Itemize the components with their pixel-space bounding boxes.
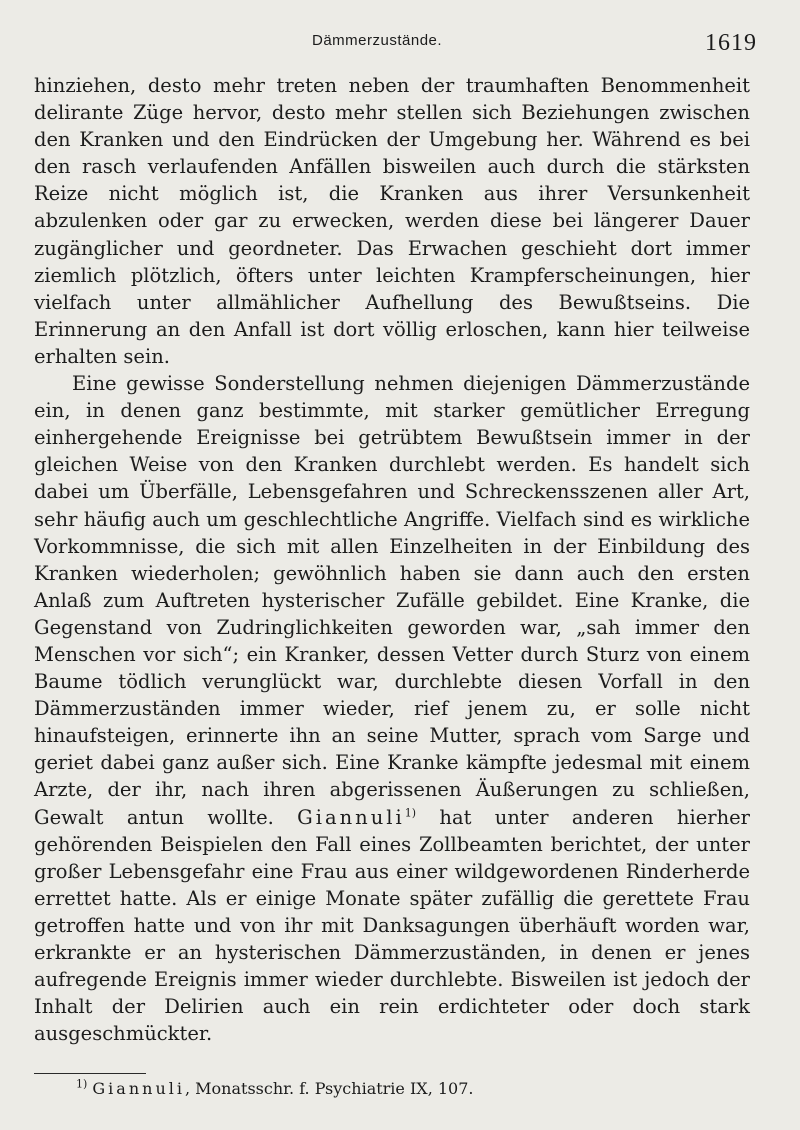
paragraph-2 [34, 370, 750, 1047]
footnote-citation: , Monatsschr. f. Psychiatrie IX, 107. [184, 1079, 474, 1098]
paragraph-1: hinziehen, desto mehr treten neben der traumhaften Benommenheit delirante Züge hervor, desto mehr stellen sich Beziehungen zwischen den Kranken und den Eindrücken der Umgebung her. Während es bei den rasch verlaufenden Anfällen bisweilen auch durch die stärksten Reize nicht möglich ist, die Kranken aus ihrer Versunkenheit abzulenken oder gar zu erwecken, werden diese bei längerer Dauer zugänglicher und geordneter. Das Erwachen geschieht dort immer ziemlich plötzlich, öfters unter leichten Krampferscheinungen, hier vielfach unter allmählicher Aufhellung des Bewußtseins. Die Erinnerung an den Anfall ist dort völlig erloschen, kann hier teilweise erhalten sein. [34, 74, 750, 368]
page-header [0, 32, 800, 56]
footnote-marker: 1) [404, 806, 417, 820]
footnote-author: Giannuli [92, 1079, 185, 1098]
footnote-number: 1) [76, 1077, 88, 1091]
page-number: 1619 [705, 30, 757, 56]
body-text [34, 72, 750, 1047]
paragraph-2-text-a: Eine gewisse Sonderstellung nehmen diejenigen Dämmerzustände ein, in denen ganz bestimmte, mit starker gemütlicher Erregung einhergehende Ereignisse bei getrübtem Bewußtsein immer in der gleichen Weise von den Kranken durchlebt werden. Es handelt sich dabei um Überfälle, Lebensgefahren und Schreckensszenen aller Art, sehr häufig auch um geschlechtliche Angriffe. Vielfach sind es wirkliche Vorkommnisse, die sich mit allen Einzelheiten in der Einbildung des Kranken wiederholen; gewöhnlich haben sie dann auch den ersten Anlaß zum Auftreten hysterischer Zufälle gebildet. Eine Kranke, die Gegenstand von Zudringlichkeiten geworden war, „sah immer den Menschen vor sich“; ein Kranker, dessen Vetter durch Sturz von einem Baume tödlich verunglückt war, durchlebte diesen Vorfall in den Dämmerzuständen immer wieder, rief jenem zu, er solle nicht hinaufsteigen, erinnerte ihn an seine Mutter, sprach vom Sarge und geriet dabei ganz außer sich. Eine Kranke kämpfte jedesmal mit einem Arzte, der ihr, nach ihren abgerissenen Äußerungen zu schließen, Gewalt antun wollte. [34, 372, 750, 829]
running-title: Dämmerzustände. [312, 32, 443, 49]
paragraph-2-text-b: hat unter anderen hierher gehörenden Beispielen den Fall eines Zollbeamten berichtet, der unter großer Lebensgefahr eine Frau aus einer wildgewordenen Rinderherde errettet hatte. Als er einige Monate später zufällig die gerettete Frau getroffen hatte und von ihr mit Danksagungen überhäuft worden war, erkrankte er an hysterischen Dämmerzuständen, in denen er jenes aufregende Ereignis immer wieder durchlebte. Bisweilen ist jedoch der Inhalt der Delirien auch ein rein erdichteter oder doch stark ausgeschmückter. [34, 805, 750, 1046]
footnote [76, 1078, 756, 1100]
author-name: Giannuli [297, 805, 405, 829]
footnote-divider [34, 1073, 146, 1074]
